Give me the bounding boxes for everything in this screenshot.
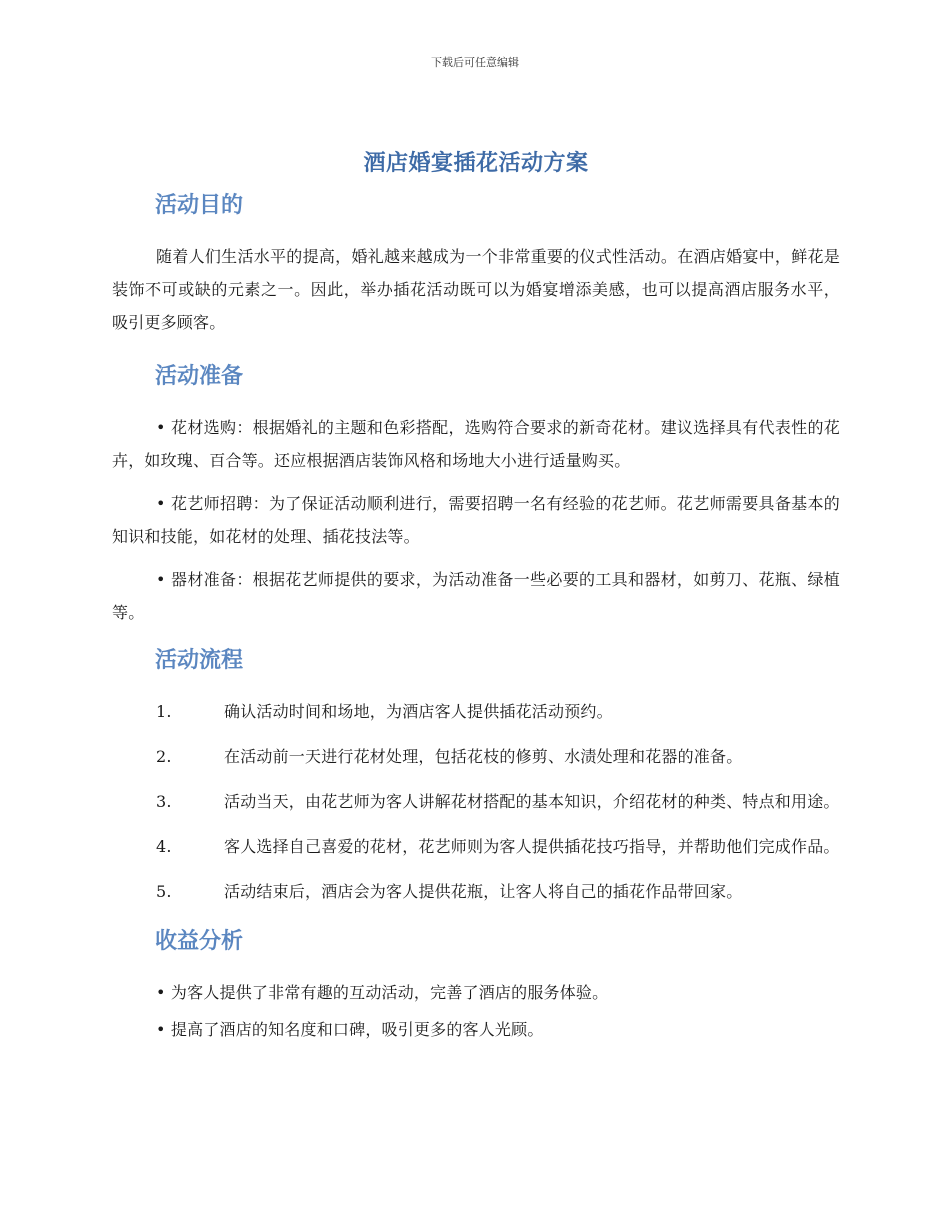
step-text: 确认活动时间和场地，为酒店客人提供插花活动预约。 [224, 702, 613, 721]
page-header-note: 下载后可任意编辑 [431, 56, 519, 69]
section-heading-process: 活动流程 [155, 648, 244, 673]
benefit-item: • 为客人提供了非常有趣的互动活动，完善了酒店的服务体验。 [156, 983, 609, 1002]
document-body [112, 148, 840, 1050]
step-text: 客人选择自己喜爱的花材，花艺师则为客人提供插花技巧指导，并帮助他们完成作品。 [224, 837, 840, 856]
process-step [112, 740, 840, 773]
step-number: 3. [156, 792, 172, 811]
document-title: 酒店婚宴插花活动方案 [363, 151, 589, 176]
benefit-item: • 提高了酒店的知名度和口碑，吸引更多的客人光顾。 [156, 1020, 544, 1039]
preparation-item: • 器材准备：根据花艺师提供的要求，为活动准备一些必要的工具和器材，如剪刀、花瓶、绿植等。 [112, 570, 840, 622]
preparation-item: • 花艺师招聘：为了保证活动顺利进行，需要招聘一名有经验的花艺师。花艺师需要具备基本的知识和技能，如花材的处理、插花技法等。 [112, 494, 840, 546]
purpose-paragraph: 随着人们生活水平的提高，婚礼越来越成为一个非常重要的仪式性活动。在酒店婚宴中，鲜花是装饰不可或缺的元素之一。因此，举办插花活动既可以为婚宴增添美感，也可以提高酒店服务水平，吸引更多顾客。 [112, 247, 840, 332]
step-number: 2. [156, 747, 172, 766]
step-number: 5. [156, 882, 172, 901]
section-heading-purpose: 活动目的 [155, 193, 244, 218]
step-text: 活动结束后，酒店会为客人提供花瓶，让客人将自己的插花作品带回家。 [224, 882, 743, 901]
process-step [112, 875, 840, 908]
section-heading-preparation: 活动准备 [155, 364, 244, 389]
section-heading-benefits: 收益分析 [155, 929, 244, 954]
process-step [112, 830, 840, 863]
step-number: 4. [156, 837, 172, 856]
preparation-item: • 花材选购：根据婚礼的主题和色彩搭配，选购符合要求的新奇花材。建议选择具有代表性的花卉，如玫瑰、百合等。还应根据酒店装饰风格和场地大小进行适量购买。 [112, 418, 840, 470]
process-step [112, 695, 840, 728]
step-number: 1. [156, 702, 172, 721]
step-text: 活动当天，由花艺师为客人讲解花材搭配的基本知识，介绍花材的种类、特点和用途。 [224, 792, 840, 811]
step-text: 在活动前一天进行花材处理，包括花枝的修剪、水渍处理和花器的准备。 [224, 747, 743, 766]
process-step [112, 785, 840, 818]
